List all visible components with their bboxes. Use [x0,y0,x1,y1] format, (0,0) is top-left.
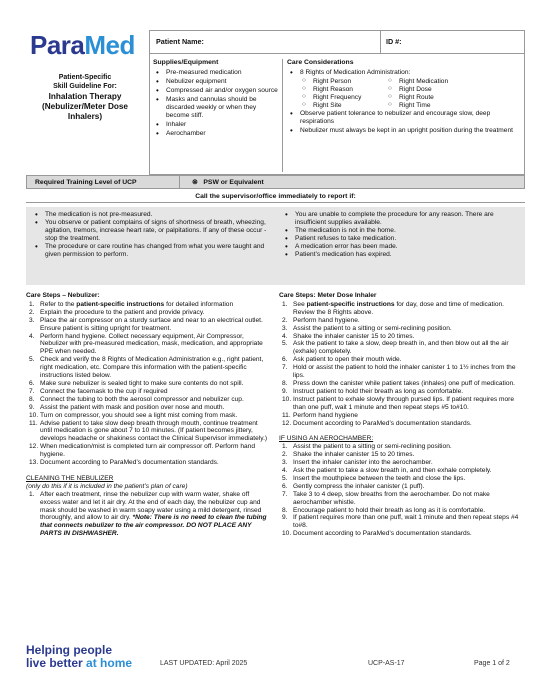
document-code: UCP-AS-17 [368,660,405,667]
step-item: 1. Assist the patient to a sitting or semi-reclining position. [282,443,452,451]
step-item: 12. Document according to ParaMed’s documentation standards. [282,419,472,427]
step-item: 1. After each treatment, rinse the nebulizer cup with warm water, shake off excess water and let it air dry. At the end of each day, the nebulizer cup and mask should be washed in warm soapy water using a mild detergent, rinsed thoroughly, and allow to air dry. *Note: There is no need to clean the tubing that connects nebulizer to the air compressor. DO NOT PLACE ANY PARTS IN DISHWASHER. [29,490,267,538]
nebulizer-title: Care Steps – Nebulizer: [26,292,100,299]
supplies-title: Supplies/Equipment [153,59,219,66]
supply-item: • Pre-measured medication [153,69,279,77]
step-item: 4. Ask the patient to take a slow breath in, and then exhale completely. [282,467,492,475]
report-item: • A medication error has been made. [282,243,522,251]
care-item: • Nebulizer must always be kept in an upright position during the treatment [287,127,525,135]
supplies-section [153,59,279,172]
report-item: • The procedure or care routine has changed from what you were taught and given permission to perform. [32,243,270,259]
step-item: 3. Insert the inhaler canister into the aerochamber. [282,459,433,467]
training-divider [179,176,180,188]
step-item: 11. Perform hand hygiene [282,411,358,419]
report-list-right [282,211,522,258]
right-item: ○ Right Medication [387,78,487,86]
page-number: Page 1 of 2 [474,660,510,667]
patient-name-label: Patient Name: [156,37,204,46]
last-updated: LAST UPDATED: April 2025 [160,660,248,667]
id-label: ID #: [386,37,402,46]
step-item: 10. Document according to ParaMed’s documentation standards. [282,530,472,538]
step-item: 10. Turn on compressor, you should see a light mist coming from mask. [29,411,238,419]
step-item: 8. Connect the tubing to both the aerosol compressor and nebulizer cup. [29,395,244,403]
nebulizer-list [26,301,271,467]
tagline-line-2: live better at home [26,656,133,671]
report-item: • Patient refuses to take medication. [282,235,522,243]
inhaler-title: Care Steps: Meter Dose Inhaler [279,292,377,299]
care-considerations-title: Care Considerations [287,59,354,66]
step-item: 5. Ask the patient to take a slow, deep breath in, and then blow out all the air (exhale) completely. [282,340,509,356]
step-item: 9. If patient requires more than one puff, wait 1 minute and then repeat steps #4 to#8. [282,514,519,530]
guideline-title [26,74,144,122]
right-item: ○ Right Person [301,78,387,86]
step-item: 6. Ask patient to open their mouth wide. [282,356,402,364]
step-item: 1. See patient-specific instructions for day, dose and time of medication. Review the 8 Rights above. [282,300,504,316]
logo-part-1: Para [30,30,85,60]
step-item: 6. Make sure nebulizer is sealed tight to make sure contents do not spill. [29,379,244,387]
paramed-logo [30,30,135,61]
step-item: 8. Press down the canister while patient takes (inhales) one puff of medication. [282,379,515,387]
step-item: 5. Insert the mouthpiece between the teeth and close the lips. [282,474,466,482]
right-item: ○ Right Frequency [301,94,387,102]
step-item: 7. Connect the facemask to the cup if required [29,387,168,395]
supply-item: • Inhaler [153,121,279,129]
report-item: • You are unable to complete the procedure for any reason. There are insufficient supplies available. [282,211,522,227]
supply-item: • Nebulizer equipment [153,78,279,86]
step-item: 7. Take 3 to 4 deep, slow breaths from the aerochamber. Do not make aerochamber whistle. [282,490,490,506]
header-divider [380,31,381,53]
step-item: 9. Assist the patient with mask and position over nose and mouth. [29,403,225,411]
right-item: ○ Right Time [387,102,487,110]
step-item: 3. Place the air compressor on a sturdy surface and near to an electrical outlet. Ensure patient is sitting upright for treatment. [29,316,263,332]
tagline-line-1: Helping people [26,643,113,657]
guideline-line-1: Patient-Specific [58,74,112,81]
right-item: ○ Right Site [301,102,387,110]
training-label: Required Training Level of UCP [35,179,137,186]
report-item: • You observe or patient complains of signs of shortness of breath, wheezing, agitation, tremors, increase heart rate, or palpitations. If any of these occur -stop the treatment. [32,219,270,243]
cleaning-list [26,491,271,538]
inhaler-steps [279,292,525,538]
guideline-line-4: (Nebulizer/Meter Dose [42,101,128,111]
right-item: ○ Right Dose [387,86,487,94]
guideline-line-5: Inhalers) [67,112,103,121]
step-item: 2. Perform hand hygiene. [282,316,360,324]
care-item: • Observe patient tolerance to nebulizer and encourage slow, deep respirations [287,110,525,126]
guideline-line-2: Skill Guideline For: [53,82,117,90]
training-value [192,179,264,187]
supply-item: • Masks and cannulas should be discarded weekly or when they become stiff. [153,96,279,120]
rights-grid [301,78,525,110]
care-considerations-list-2 [287,110,525,135]
step-item: 13. Document according to ParaMed’s documentation standards. [29,459,219,467]
step-item: 7. Hold or assist the patient to hold the inhaler canister 1 to 1½ inches from the lips. [282,364,516,380]
step-item: 10. Instruct patient to exhale slowly through pursed lips. If patient requires more than one puff, wait 1 minute and then repeat steps #5 to#10. [282,395,515,411]
step-item: 8. Encourage patient to hold their breath as long as it is comfortable. [282,506,486,514]
report-conditions [26,207,525,285]
inhaler-list [279,301,525,428]
report-item: • Patient’s medication has expired. [282,251,522,259]
step-item: 2. Explain the procedure to the patient and provide privacy. [29,308,205,316]
step-item: 1. Refer to the patient-specific instructions for detailed information [29,300,234,308]
training-level-bar [26,175,525,189]
nebulizer-steps [26,292,271,538]
step-item: 2. Shake the inhaler canister 15 to 20 times. [282,451,415,459]
call-supervisor-banner: Call the supervisor/office immediately to report if: [26,191,525,203]
step-item: 9. Instruct patient to hold their breath as long as comfortable. [282,387,464,395]
cleaning-title: CLEANING THE NEBULIZER [26,474,114,482]
step-item: 5. Check and verify the 8 Rights of Medication Administration e.g., right patient, right medication, etc. Compare this information with the patient-specific instructions listed below. [29,356,264,380]
supplies-list [153,69,279,137]
logo-part-2: Med [84,30,135,60]
tagline [26,644,132,670]
step-item: 11. Advise patient to take slow deep breath through mouth, continue treatment until medication is gone about 7 to 10 minutes. (If patient becomes jittery, develops headache or shakiness contact the Clinical Supervisor immediately.) [29,419,268,443]
report-list-left [32,211,270,258]
report-item: • The medication is not in the home. [282,227,522,235]
step-item: 6. Gently compress the inhaler canister (1 puff). [282,482,425,490]
checkbox-x-icon: ⊗ [192,179,198,186]
supply-item: • Aerochamber [153,130,279,138]
aerochamber-list [279,443,525,538]
step-item: 4. Shake the inhaler canister 15 to 20 times. [282,332,415,340]
guideline-line-3: Inhalation Therapy [48,91,122,101]
supply-item: • Compressed air and/or oxygen source [153,87,279,95]
step-item: 4. Perform hand hygiene. Collect necessary equipment, Air Compressor, Nebulizer with pre-measured medication, mask, medication, and appropriate PPE when needed. [29,332,263,356]
cleaning-note: (only do this if it is included in the patient’s plan of care) [26,482,188,490]
care-considerations-list [287,69,525,77]
rights-intro: • 8 Rights of Medication Administration: [287,69,525,77]
report-item: • The medication is not pre-measured. [32,211,270,219]
step-item: 3. Assist the patient to a sitting or semi-reclining position. [282,324,452,332]
step-item: 12. When medication/mist is completed turn air compressor off. Perform hand hygiene. [29,443,255,459]
care-considerations-section [282,59,525,172]
right-item: ○ Right Route [387,94,487,102]
right-item: ○ Right Reason [301,86,387,94]
aerochamber-title: IF USING AN AEROCHAMBER: [279,435,374,443]
patient-header [149,30,525,54]
training-level-text: PSW or Equivalent [203,179,264,186]
